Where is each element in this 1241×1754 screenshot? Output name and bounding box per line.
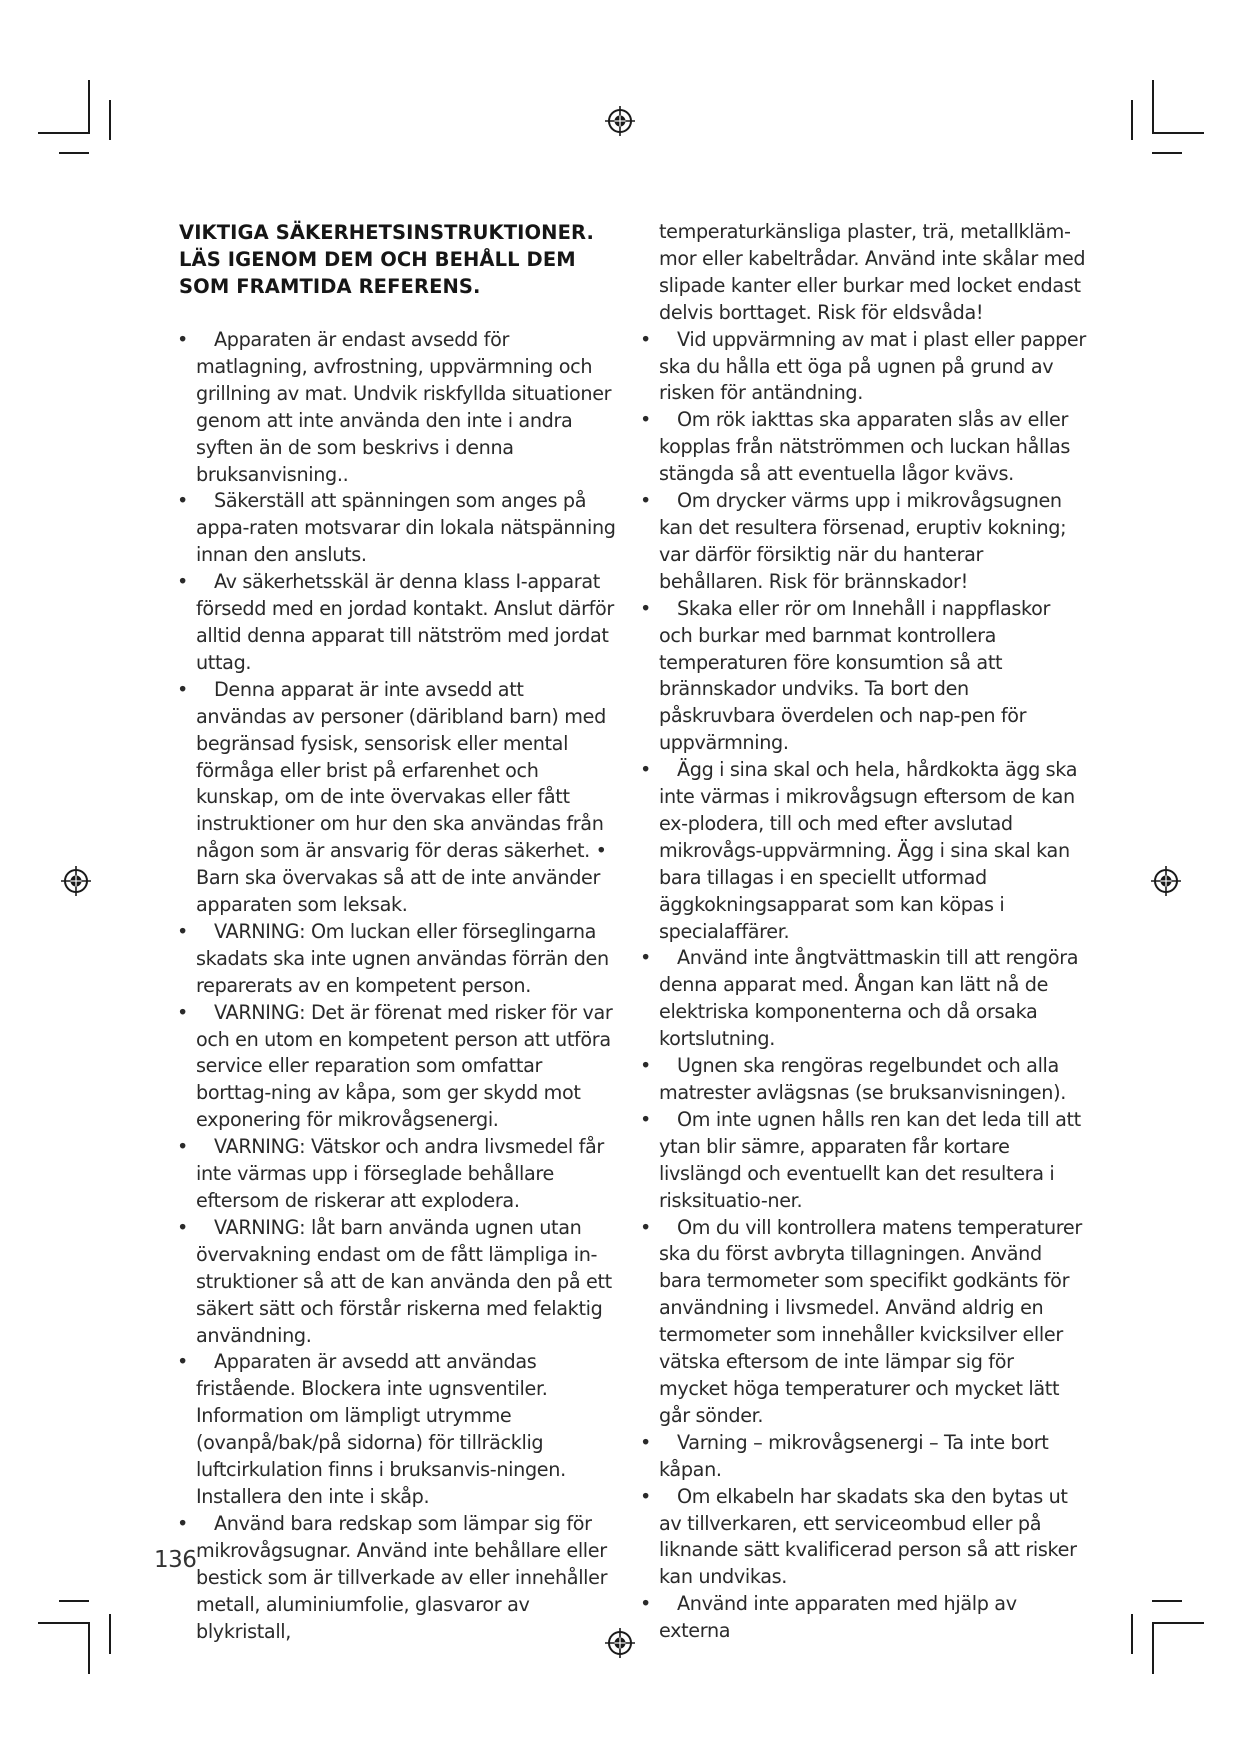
list-item: • Om elkabeln har skadats ska den bytas ut av tillverkaren, ett serviceombud eller på liknande sätt kvalificerad person så att risker kan undvikas. (640, 1484, 1077, 1589)
list-item: • Denna apparat är inte avsedd att användas av personer (däribland barn) med begränsad fysisk, sensorisk eller mental förmåga eller brist på erfarenhet och kunskap, om de inte övervakas eller fått instruktioner om hur den ska användas från någon som är ansvarig för deras säkerhet. • Barn ska övervakas så att de inte använder apparaten som leksak. (177, 677, 607, 917)
crop-mark (1152, 1600, 1182, 1602)
crop-mark (59, 1600, 89, 1602)
left-column (179, 219, 619, 1645)
list-item: • Använd inte apparaten med hjälp av externa (640, 1592, 1017, 1643)
registration-mark-icon (61, 866, 91, 896)
list-item: • VARNING: Vätskor och andra livsmedel får inte värmas upp i förseglade behållare eftersom de riskerar att explodera. (177, 1135, 604, 1212)
registration-mark-icon (1151, 866, 1181, 896)
bullet-icon: • (177, 677, 188, 701)
bullet-icon: • (640, 327, 651, 351)
list-item: • Om inte ugnen hålls ren kan det leda till att ytan blir sämre, apparaten får kortare livslängd och eventuellt kan det resultera i risksituatio-ner. (640, 1107, 1081, 1212)
bullet-icon: • (177, 1511, 188, 1535)
list-item: • Om rök iakttas ska apparaten slås av eller kopplas från nätströmmen och luckan hållas stängda så att eventuella lågor kvävs. (640, 408, 1071, 486)
bullet-icon: • (640, 1054, 651, 1078)
right-bullet-list (642, 327, 1087, 1645)
crop-mark (88, 1622, 90, 1674)
registration-mark-icon (605, 106, 635, 136)
list-item: • Ägg i sina skal och hela, hårdkokta ägg ska inte värmas i mikrovågsugn eftersom de kan ex-plodera, till och med efter avslutad mikrovågs-uppvärmning. Ägg i sina skal kan bara tillagas i en speciellt utformad äggkokningsapparat som kan köpas i specialaffärer. (640, 758, 1078, 943)
crop-mark (88, 80, 90, 132)
bullet-icon: • (177, 489, 188, 513)
bullet-icon: • (640, 946, 651, 970)
list-item: • Ugnen ska rengöras regelbundet och alla matrester avlägsnas (se bruksanvisningen). (640, 1054, 1066, 1104)
list-item: • VARNING: Om luckan eller förseglingarna skadats ska inte ugnen användas förrän den reparerats av en kompetent person. (177, 919, 609, 997)
list-item: • VARNING: låt barn använda ugnen utan övervakning endast om de fått lämpliga in-struktioner så att de kan använda den på ett säkert sätt och förstår riskerna med felaktig användning. (177, 1215, 612, 1347)
bullet-icon: • (177, 1135, 188, 1159)
bullet-icon: • (640, 489, 651, 513)
list-item: • Skaka eller rör om Innehåll i nappflaskor och burkar med barnmat kontrollera temperaturen före konsumtion så att brännskador undviks. Ta bort den påskruvbara överdelen och nap-pen för uppvärmning. (640, 596, 1051, 755)
bullet-icon: • (640, 1430, 651, 1454)
bullet-icon: • (177, 1350, 188, 1374)
crop-mark (109, 100, 111, 140)
crop-mark (38, 1622, 90, 1624)
bullet-icon: • (640, 1107, 651, 1131)
list-item: • Om drycker värms upp i mikrovågsugnen kan det resultera försenad, eruptiv kokning; var därför försiktig när du hanterar behållaren. Risk för brännskador! (640, 489, 1067, 593)
crop-mark (109, 1614, 111, 1654)
bullet-icon: • (177, 328, 188, 351)
continued-paragraph: temperaturkänsliga plaster, trä, metallkläm-mor eller kabeltrådar. Använd inte skålar med slipade kanter eller burkar med locket endast delvis borttaget. Risk för eldsvåda! (659, 220, 1086, 324)
list-item: • Vid uppvärmning av mat i plast eller papper ska du hålla ett öga på ugnen på grund av risken för antändning. (640, 327, 1086, 405)
crop-mark (59, 152, 89, 154)
left-bullet-list (179, 327, 619, 1645)
bullet-icon: • (640, 408, 651, 432)
bullet-icon: • (177, 919, 188, 943)
bullet-icon: • (640, 596, 651, 620)
crop-mark (1131, 100, 1133, 140)
list-item: • Använd inte ångtvättmaskin till att rengöra denna apparat med. Ångan kan lätt nå de elektriska komponenterna och då orsaka kortslutning. (640, 946, 1079, 1051)
right-column (642, 219, 1087, 1645)
page-heading: VIKTIGA SÄKERHETSINSTRUKTIONER. LÄS IGENOM DEM OCH BEHÅLL DEM SOM FRAMTIDA REFERENS. (179, 221, 595, 298)
bullet-icon: • (640, 1592, 651, 1616)
bullet-icon: • (640, 1484, 651, 1508)
bullet-icon: • (640, 758, 651, 782)
page-number: 136 (154, 1547, 197, 1573)
crop-mark (1152, 132, 1204, 134)
list-item: • Apparaten är avsedd att användas fristående. Blockera inte ugnsventiler. Information om lämpligt utrymme (ovanpå/bak/på sidorna) för tillräcklig luftcirkulation finns i bruksanvis-ningen. Installera den inte i skåp. (177, 1350, 566, 1508)
list-item: • Säkerställ att spänningen som anges på appa-raten motsvarar din lokala nätspänning innan den ansluts. (177, 489, 616, 567)
crop-mark (1152, 1622, 1154, 1674)
list-item: • Av säkerhetsskäl är denna klass I-apparat försedd med en jordad kontakt. Anslut därför alltid denna apparat till nätström med jordat uttag. (177, 570, 614, 674)
bullet-icon: • (177, 1215, 188, 1239)
bullet-icon: • (177, 1000, 188, 1024)
list-item: • Varning – mikrovågsenergi – Ta inte bort kåpan. (640, 1430, 1049, 1481)
crop-mark (1152, 80, 1154, 132)
crop-mark (1152, 152, 1182, 154)
crop-mark (1152, 1622, 1204, 1624)
list-item: • VARNING: Det är förenat med risker för var och en utom en kompetent person att utföra service eller reparation som omfattar borttag-ning av kåpa, som ger skydd mot exponering för mikrovågsenergi. (177, 1000, 613, 1132)
crop-mark (38, 132, 90, 134)
list-item: • Om du vill kontrollera matens temperaturer ska du först avbryta tillagningen. Använd bara termometer som specifikt godkänts för användning i livsmedel. Använd aldrig en termometer som innehåller kvicksilver eller vätska eftersom de inte lämpar sig för mycket höga temperaturer och mycket lätt går sönder. (640, 1215, 1082, 1427)
crop-mark (1131, 1614, 1133, 1654)
bullet-icon: • (640, 1215, 651, 1239)
list-item: • Apparaten är endast avsedd för matlagning, avfrostning, uppvärmning och grillning av mat. Undvik riskfyllda situationer genom att inte använda den inte i andra syften än de som beskrivs i denna bruksanvisning.. (177, 328, 612, 486)
list-item: • Använd bara redskap som lämpar sig för mikrovågsugnar. Använd inte behållare eller bestick som är tillverkade av eller innehåller metall, aluminiumfolie, glasvaror av blykristall, (177, 1511, 608, 1643)
bullet-icon: • (177, 570, 188, 594)
